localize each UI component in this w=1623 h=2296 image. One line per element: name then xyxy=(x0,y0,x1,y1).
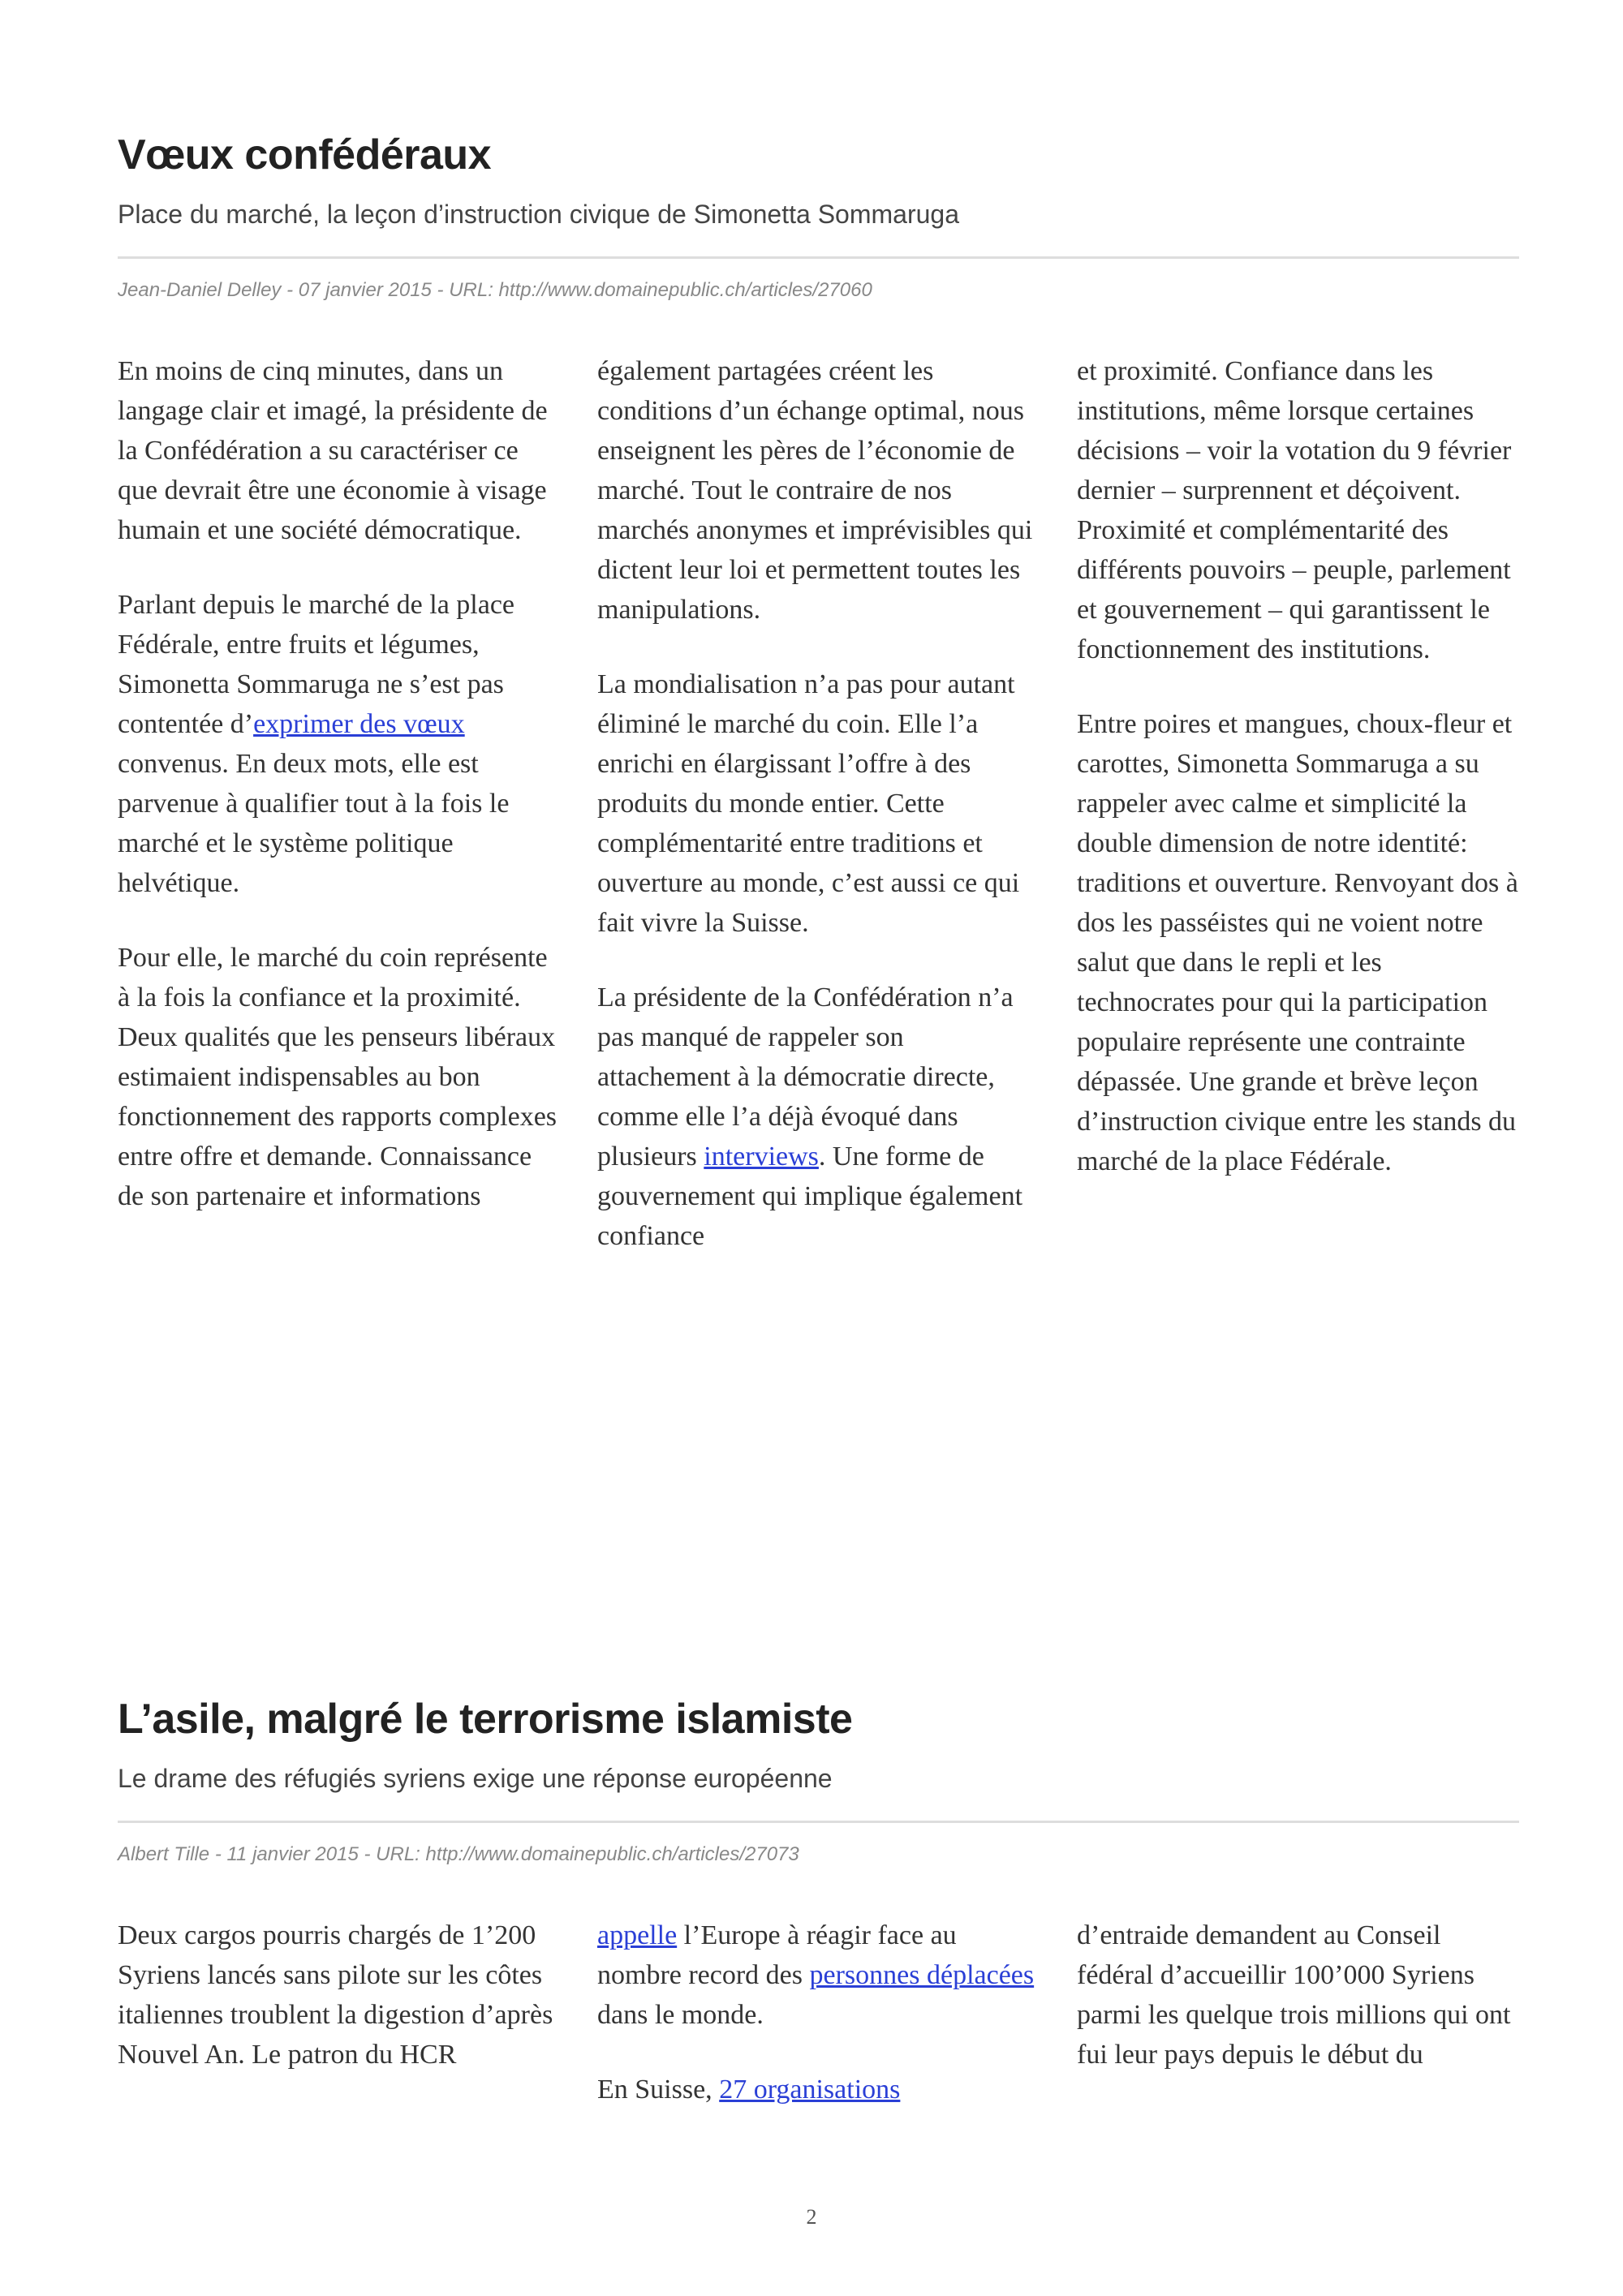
article-subtitle: Le drame des réfugiés syriens exige une réponse européenne xyxy=(118,1764,833,1793)
column-1 xyxy=(118,351,560,1291)
article-body xyxy=(118,351,1519,1291)
column-2 xyxy=(597,1915,1040,2144)
article-title: Vœux confédéraux xyxy=(118,131,492,178)
paragraph: En Suisse, 27 organisations xyxy=(597,2075,901,2105)
page-number: 2 xyxy=(806,2205,817,2229)
link-27-organisations[interactable]: 27 organisations xyxy=(719,2075,901,2105)
paragraph: Parlant depuis le marché de la place Fédérale, entre fruits et légumes, Simonetta Sommaruga ne s’est pas contentée d’exprimer des vœux convenus. En deux mots, elle est parvenue à qualifier tout à la fois le marché et le système politique helvétique. xyxy=(118,590,514,898)
link-exprimer-des-voeux[interactable]: exprimer des vœux xyxy=(253,709,465,739)
paragraph: La présidente de la Confédération n’a pas manqué de rappeler son attachement à la démocratie directe, comme elle l’a déjà évoqué dans plusieurs interviews. Une forme de gouvernement qui implique également confiance xyxy=(597,982,1023,1251)
paragraph: La mondialisation n’a pas pour autant éliminé le marché du coin. Elle l’a enrichi en élargissant l’offre à des produits du monde entier. Cette complémentarité entre traditions et ouverture au monde, c’est aussi ce qui fait vivre la Suisse. xyxy=(597,669,1020,938)
article-meta: Albert Tille - 11 janvier 2015 - URL: http://www.domainepublic.ch/articles/27073 xyxy=(118,1843,799,1865)
paragraph: d’entraide demandent au Conseil fédéral d’accueillir 100’000 Syriens parmi les quelque trois millions qui ont fui leur pays depuis le début du xyxy=(1077,1920,1511,2070)
article-meta: Jean-Daniel Delley - 07 janvier 2015 - URL: http://www.domainepublic.ch/articles/27060 xyxy=(118,279,872,301)
column-3 xyxy=(1077,351,1519,1291)
link-personnes-deplacees[interactable]: personnes déplacées xyxy=(809,1960,1035,1990)
article-subtitle: Place du marché, la leçon d’instruction civique de Simonetta Sommaruga xyxy=(118,200,959,229)
paragraph: également partagées créent les conditions d’un échange optimal, nous enseignent les pères de l’économie de marché. Tout le contraire de nos marchés anonymes et imprévisibles qui dictent leur loi et permettent toutes les manipulations. xyxy=(597,356,1033,625)
article-voeux xyxy=(118,130,1519,1291)
paragraph: et proximité. Confiance dans les institutions, même lorsque certaines décisions – voir la votation du 9 février dernier – surprennent et déçoivent. Proximité et complémentarité des différents pouvoirs – peuple, parlement et gouvernement – qui garantissent le fonctionnement des institutions. xyxy=(1077,356,1512,664)
divider xyxy=(118,256,1519,259)
paragraph: Pour elle, le marché du coin représente à la fois la confiance et la proximité. Deux qualités que les penseurs libéraux estimaient indispensables au bon fonctionnement des rapports complexes entre offre et demande. Connaissance de son partenaire et informations xyxy=(118,943,558,1211)
article-body xyxy=(118,1915,1519,2144)
column-2 xyxy=(597,351,1040,1291)
paragraph: En moins de cinq minutes, dans un langage clair et imagé, la présidente de la Confédération a su caractériser ce que devrait être une économie à visage humain et une société démocratique. xyxy=(118,356,548,545)
paragraph: Deux cargos pourris chargés de 1’200 Syriens lancés sans pilote sur les côtes italiennes troublent la digestion d’après Nouvel An. Le patron du HCR xyxy=(118,1920,553,2070)
column-1 xyxy=(118,1915,560,2144)
paragraph: Entre poires et mangues, choux-fleur et carottes, Simonetta Sommaruga a su rappeler avec calme et simplicité la double dimension de notre identité: traditions et ouverture. Renvoyant dos à dos les passéistes qui ne voient notre salut que dans le repli et les technocrates pour qui la participation populaire représente une contrainte dépassée. Une grande et brève leçon d’instruction civique entre les stands du marché de la place Fédérale. xyxy=(1077,709,1518,1176)
link-interviews[interactable]: interviews xyxy=(704,1142,819,1172)
link-appelle[interactable]: appelle xyxy=(597,1920,678,1950)
divider xyxy=(118,1821,1519,1823)
paragraph: appelle l’Europe à réagir face au nombre record des personnes déplacées dans le monde. xyxy=(597,1920,1035,2030)
column-3 xyxy=(1077,1915,1519,2144)
article-asile xyxy=(118,1694,1519,2144)
article-title: L’asile, malgré le terrorisme islamiste xyxy=(118,1696,853,1743)
